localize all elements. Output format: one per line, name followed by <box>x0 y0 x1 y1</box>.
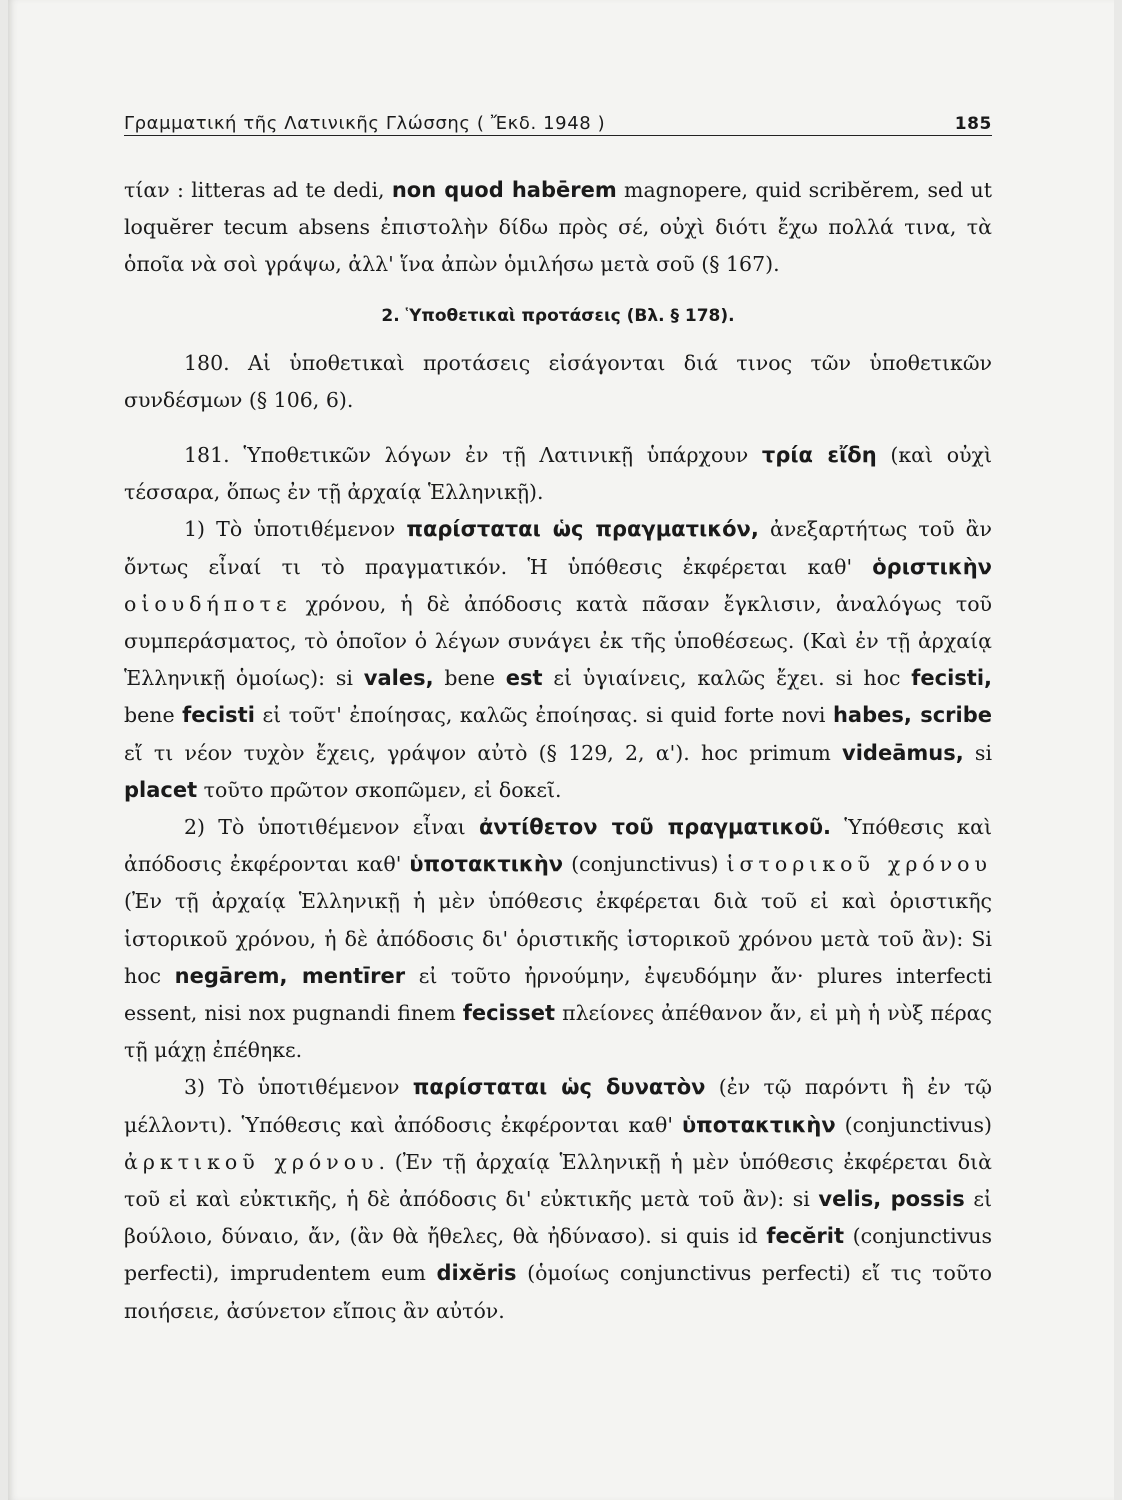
item-3: 3) Τὸ ὑποτιθέμενον παρίσταται ὡς δυνατὸν (ἐν τῷ παρόντι ἢ ἐν τῷ μέλλοντι). Ὑπόθεσις καὶ ἀπόδοσις ἐκφέρονται καθ' ὑποτακτικὴν (conjunctivus) ἀρκτικοῦ χρόνου. (Ἐν τῇ ἀρχαίᾳ Ἑλληνικῇ ἡ μὲν ὑπόθεσις ἐκφέρεται διὰ τοῦ εἰ καὶ εὐκτικῆς, ἡ δὲ ἀπόδοσις δι' εὐκτικῆς μετὰ τοῦ ἂν): si velis, possis εἰ βούλοιο, δύναιο, ἄν, (ἂν θὰ ἤθελες, θὰ ἠδύνασο). si quis id fecĕrit (conjunctivus perfecti), imprudentem eum dixĕris (ὁμοίως conjunctivus perfecti) εἴ τις τοῦτο ποιήσειε, ἀσύνετον εἴποις ἂν αὐτόν. <box>124 1075 992 1323</box>
paragraph-181: 181. Ὑποθετικῶν λόγων ἐν τῇ Λατινικῇ ὑπάρχουν τρία εἴδη (καὶ οὐχὶ τέσσαρα, ὅπως ἐν τῇ ἀρχαίᾳ Ἑλληνικῇ). <box>124 443 992 505</box>
header-title: Γραμματική τῆς Λατινικῆς Γλώσσης ( Ἔκδ. 1948 ) <box>124 113 606 134</box>
header-rule <box>124 135 992 136</box>
paragraph-180: 180. Αἱ ὑποθετικαὶ προτάσεις εἰσάγονται διά τινος τῶν ὑποθετικῶν συνδέσμων (§ 106, 6). <box>124 350 992 412</box>
page-number: 185 <box>954 114 992 134</box>
running-header <box>124 104 992 134</box>
continued-paragraph: τίαν : litteras ad te dedi, non quod habērem magnopere, quid scribĕrem, sed ut loquĕrer tecum absens ἐπιστολὴν δίδω πρὸς σέ, οὐχὶ διότι ἔχω πολλά τινα, τὰ ὁποῖα νὰ σοὶ γράψω, ἀλλ' ἵνα ἀπὼν ὁμιλήσω μετὰ σοῦ (§ 167). <box>124 178 992 277</box>
item-2: 2) Τὸ ὑποτιθέμενον εἶναι ἀντίθετον τοῦ πραγματικοῦ. Ὑπόθεσις καὶ ἀπόδοσις ἐκφέρονται καθ' ὑποτακτικὴν (conjunctivus) ἱστορικοῦ χρόνου (Ἐν τῇ ἀρχαίᾳ Ἑλληνικῇ ἡ μὲν ὑπόθεσις ἐκφέρεται διὰ τοῦ εἰ καὶ ὁριστικῆς ἱστορικοῦ χρόνου, ἡ δὲ ἀπόδοσις δι' ὁριστικῆς ἱστορικοῦ χρόνου μετὰ τοῦ ἂν): Si hoc negārem, mentīrer εἰ τοῦτο ἠρνούμην, ἐψευδόμην ἄν· plures interfecti essent, nisi nox pugnandi finem fecisset πλείονες ἀπέθανον ἄν, εἰ μὴ ἡ νὺξ πέρας τῇ μάχῃ ἐπέθηκε. <box>124 815 992 1063</box>
page-body <box>124 172 992 1330</box>
section-heading: 2. Ὑποθετικαὶ προτάσεις (Βλ. § 178). <box>381 305 735 326</box>
book-page <box>8 0 1114 1500</box>
item-1: 1) Τὸ ὑποτιθέμενον παρίσταται ὡς πραγματικόν, ἀνεξαρτήτως τοῦ ἂν ὄντως εἶναί τι τὸ πραγματικόν. Ἡ ὑπόθεσις ἐκφέρεται καθ' ὁριστικὴν οἱουδήποτε χρόνου, ἡ δὲ ἀπόδοσις κατὰ πᾶσαν ἔγκλισιν, ἀναλόγως τοῦ συμπεράσματος, τὸ ὁποῖον ὁ λέγων συνάγει ἐκ τῆς ὑποθέσεως. (Καὶ ἐν τῇ ἀρχαίᾳ Ἑλληνικῇ ὁμοίως): si vales, bene est εἰ ὑγιαίνεις, καλῶς ἔχει. si hoc fecisti, bene fecisti εἰ τοῦτ' ἐποίησας, καλῶς ἐποίησας. si quid forte novi habes, scribe εἴ τι νέον τυχὸν ἔχεις, γράψον αὐτὸ (§ 129, 2, α'). hoc primum videāmus, si placet τοῦτο πρῶτον σκοπῶμεν, εἰ δοκεῖ. <box>124 517 993 802</box>
